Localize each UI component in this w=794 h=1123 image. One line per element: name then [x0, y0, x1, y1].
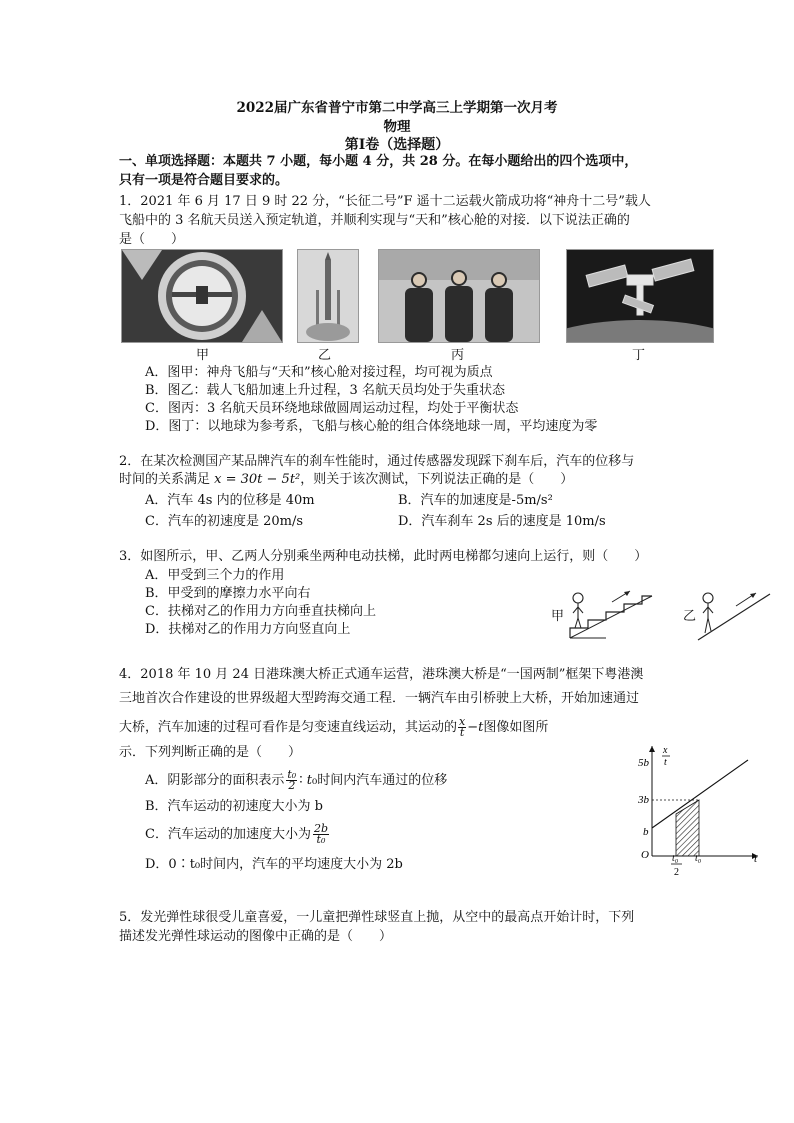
q1-stem-line2: 飞船中的 3 名航天员送入预定轨道，并顺利实现与“天和”核心舱的对接．以下说法正确的	[119, 213, 630, 228]
y-axis-label-t: t	[664, 757, 667, 768]
q4-fraction-2b-over-t0: $\frac{2b}{\text{t₀}}$	[313, 822, 328, 846]
astronauts-image	[379, 250, 539, 342]
q1-stem-line3: 是（ ）	[119, 232, 185, 247]
q2-option-d: D．汽车刹车 2s 后的速度是 10m/s	[398, 514, 606, 529]
label-5b: 5b	[638, 757, 649, 769]
q4-option-d: D．0∶t₀时间内，汽车的平均速度大小为 2b	[145, 857, 403, 872]
q4-fraction-t0-over-2: $\frac{\text{t₀}}{2}$	[287, 768, 297, 792]
q1-option-b: B．图乙：载人飞船加速上升过程，3 名航天员均处于失重状态	[145, 383, 505, 398]
q2-option-c: C．汽车的初速度是 20m/s	[145, 514, 303, 529]
q4-stem-line3: 大桥，汽车加速的过程可看作是匀变速直线运动，其运动的 $\frac{x}{t}$ −t图像如图所	[119, 715, 549, 739]
q2-stem-line2a: 时间的关系满足	[119, 472, 215, 487]
q4-stem-line4: 示．下列判断正确的是（ ）	[119, 745, 302, 760]
q3-option-a: A．甲受到三个力的作用	[145, 568, 285, 583]
q3-stem: 3．如图所示，甲、乙两人分别乘坐两种电动扶梯，此时两电梯都匀速向上运行，则（ ）	[119, 549, 648, 564]
label-b: b	[643, 826, 649, 838]
label-t0-half-den: 2	[674, 867, 679, 878]
q2-stem-line1: 2．在某次检测国产某品牌汽车的刹车性能时，通过传感器发现踩下刹车后，汽车的位移与	[119, 454, 635, 469]
section-heading-cont: 只有一项是符合题目要求的。	[119, 173, 289, 188]
q4-fraction-x-over-t: $\frac{x}{t}$	[459, 715, 466, 739]
q1-photo-bing	[378, 249, 540, 343]
q5-stem-line2: 描述发光弹性球运动的图像中正确的是（ ）	[119, 929, 393, 944]
q1-option-c: C．图丙：3 名航天员环绕地球做圆周运动过程，均处于平衡状态	[145, 401, 519, 416]
xt-line	[652, 760, 748, 828]
q1-caption-bing: 丙	[451, 348, 465, 363]
escalator-jia-figure	[566, 588, 658, 644]
q4-stem-line1: 4．2018 年 10 月 24 日港珠澳大桥正式通车运营，港珠澳大桥是“一国两制”框架下粤港澳	[119, 667, 644, 682]
rocket-image	[298, 250, 358, 342]
q1-option-d: D．图丁：以地球为参考系，飞船与核心舱的组合体绕地球一周，平均速度为零	[145, 419, 598, 434]
q4-xt-graph	[628, 740, 768, 880]
escalator-yi-figure	[696, 588, 772, 644]
q4-stem-line2: 三地首次合作建设的世界级超大型跨海交通工程．一辆汽车由引桥驶上大桥，开始加速通过	[119, 691, 640, 706]
x-axis-label-t: t	[754, 853, 758, 865]
q4-option-c: C．汽车运动的加速度大小为 $\frac{2b}{\text{t₀}}$	[145, 822, 328, 846]
q1-photo-yi	[297, 249, 359, 343]
q1-option-a: A．图甲：神舟飞船与“天和”核心舱对接过程，均可视为质点	[145, 365, 493, 380]
q1-caption-ding: 丁	[632, 348, 646, 363]
q2-option-a: A．汽车 4s 内的位移是 40m	[145, 493, 315, 508]
volume-title: 第Ⅰ卷（选择题）	[344, 137, 450, 153]
q2-stem-line2b: ，则关于该次测试，下列说法正确的是（ ）	[300, 472, 574, 487]
q4-option-a: A．阴影部分的面积表示 $\frac{\text{t₀}}{2}$ ∶ t₀时间内汽车通过的位移	[145, 768, 448, 792]
q1-photo-jia	[121, 249, 283, 343]
y-axis-label-x: x	[663, 745, 668, 756]
space-station-image	[567, 250, 713, 342]
exam-title: 2022届广东省普宁市第二中学高三上学期第一次月考	[236, 100, 558, 116]
q1-caption-jia: 甲	[196, 348, 210, 363]
label-t0: t₀	[695, 853, 702, 864]
section-heading: 一、单项选择题：本题共 7 小题，每小题 4 分，共 28 分。在每小题给出的四个选项中，	[119, 154, 638, 169]
q5-stem-line1: 5．发光弹性球很受儿童喜爱，一儿童把弹性球竖直上抛，从空中的最高点开始计时，下列	[119, 910, 635, 925]
q2-formula: x = 30t − 5t²	[214, 472, 301, 487]
docking-image	[122, 250, 282, 342]
q2-stem-line2	[119, 471, 573, 489]
label-t0-half: t₀	[672, 853, 679, 864]
q3-option-d: D．扶梯对乙的作用力方向竖直向上	[145, 622, 351, 637]
label-origin: O	[641, 849, 649, 861]
q3-label-yi: 乙	[683, 609, 697, 624]
label-3b: 3b	[638, 794, 649, 806]
q3-option-b: B．甲受到的摩擦力水平向右	[145, 586, 311, 601]
q4-stem-line3a: 大桥，汽车加速的过程可看作是匀变速直线运动，其运动的	[119, 720, 458, 735]
subject-title: 物理	[383, 119, 411, 135]
q2-option-b: B．汽车的加速度是-5m/s²	[398, 493, 553, 508]
q1-stem-line1: 1．2021 年 6 月 17 日 9 时 22 分，“长征二号”F 遥十二运载火箭成功将“神舟十二号”载人	[119, 194, 651, 209]
q4-option-b: B．汽车运动的初速度大小为 b	[145, 799, 324, 814]
q3-option-c: C．扶梯对乙的作用力方向垂直扶梯向上	[145, 604, 376, 619]
q4-stem-line3b: 图像如图所	[483, 720, 549, 735]
q1-photo-ding	[566, 249, 714, 343]
q1-caption-yi: 乙	[318, 348, 332, 363]
q3-label-jia: 甲	[551, 609, 565, 624]
